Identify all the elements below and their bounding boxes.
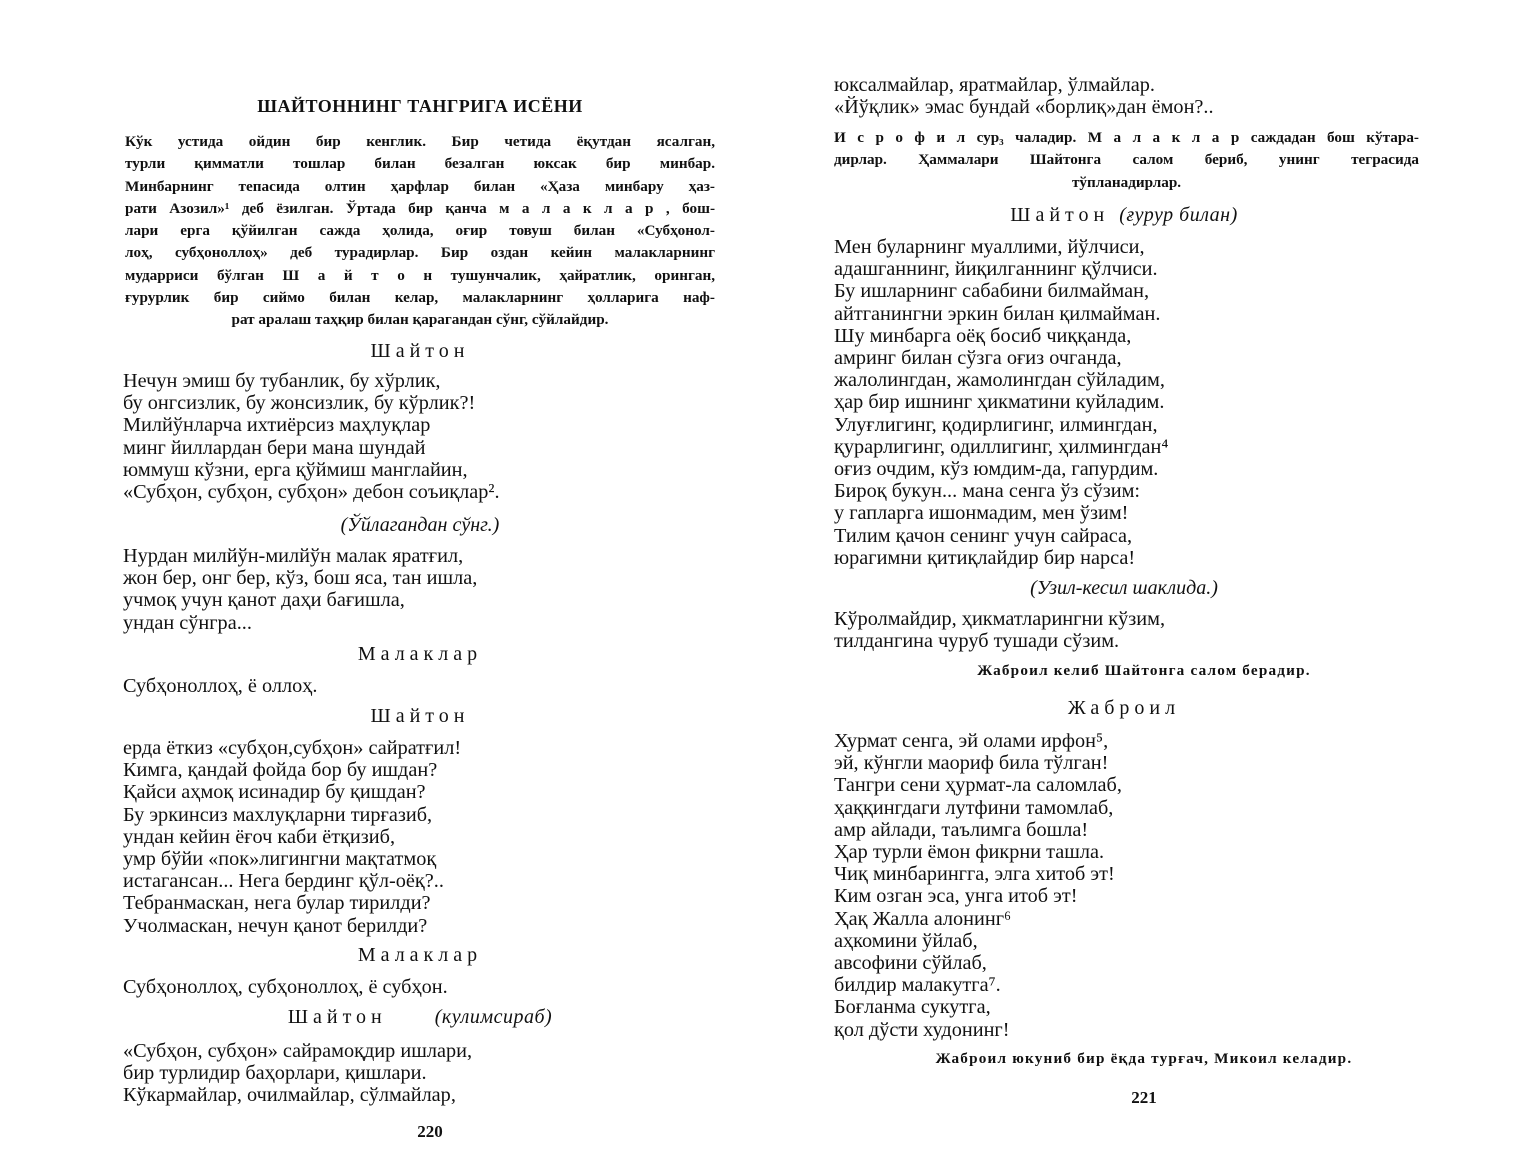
- verse-block: [834, 730, 1122, 1041]
- speaker-jabroil: Жаброил: [1067, 697, 1181, 719]
- stage-direction-line: лоҳ, субҳоноллоҳ» деб турадирлар. Бир оздан кейин малакларнинг: [125, 244, 715, 262]
- verse-line: Учолмаскан, нечун қанот берилди?: [123, 914, 428, 937]
- verse-line: ундан кейин ёғоч каби ётқизиб,: [123, 825, 396, 848]
- verse-line: оғиз очдим, кўз юмдим-да, гапурдим.: [834, 458, 1159, 481]
- speaker-name: Шайтон: [1010, 204, 1110, 226]
- verse-block: [834, 74, 1214, 118]
- verse-line: юксалмайлар, яратмайлар, ўлмайлар.: [834, 74, 1155, 96]
- stage-direction: Жаброил юкуниб бир ёқда турғач, Микоил келадир.: [935, 1050, 1353, 1067]
- stage-direction-line: мударриси бўлган Ш а й т о н тушунчалик, ҳайратлик, оринган,: [125, 266, 715, 284]
- verse-line: жон бер, онг бер, кўз, бош яса, тан ишла,: [123, 567, 478, 590]
- page-number: 220: [417, 1122, 443, 1141]
- stage-direction: [834, 127, 1419, 194]
- verse-line: Субҳоноллоҳ, субҳоноллоҳ, ё субҳон.: [123, 976, 448, 998]
- verse-line: Кимга, қандай фойда бор бу ишдан?: [123, 759, 438, 782]
- verse-block: [123, 976, 448, 998]
- speaker-malaklar: Малаклар: [357, 643, 483, 665]
- verse-line: Нечун эмиш бу тубанлик, бу хўрлик,: [123, 370, 441, 392]
- verse-line: бу онгсизлик, бу жонсизлик, бу кўрлик?!: [123, 392, 476, 415]
- verse-line: «Йўқлик» эмас бундай «борлиқ»дан ёмон?..: [834, 96, 1214, 119]
- verse-line: учмоқ учун қанот даҳи бағишла,: [123, 589, 405, 612]
- right-page: [764, 0, 1529, 1154]
- left-page: [0, 0, 764, 1154]
- verse-block: [123, 675, 317, 697]
- verse-line: ундан сўнгра...: [123, 611, 252, 634]
- verse-line: «Субҳон, субҳон, субҳон» дебон соъиқлар².: [123, 481, 500, 504]
- verse-line: юммуш кўзни, ерга қўймиш манглайин,: [123, 458, 468, 481]
- verse-block: [123, 1040, 472, 1107]
- verse-line: Чиқ минбарингга, элга хитоб эт!: [834, 863, 1115, 886]
- verse-line: у гапларга ишонмадим, мен ўзим!: [834, 502, 1129, 525]
- verse-line: Улуғлигинг, қодирлигинг, илмингдан,: [834, 413, 1158, 436]
- verse-line: Шу минбарга оёқ босиб чиққанда,: [834, 324, 1132, 347]
- stage-direction-line: турли қимматли тошлар билан безалган юксак бир минбар.: [125, 155, 715, 173]
- verse-line: Бу ишларнинг сабабини билмайман,: [834, 280, 1150, 303]
- speaker-note: (кулимсираб): [434, 1006, 553, 1028]
- speaker-shaiton: Шайтон: [370, 340, 470, 362]
- speaker-shaiton-with-note: [894, 204, 1354, 227]
- verse-line: Қайси аҳмоқ исинадир бу қишдан?: [123, 781, 426, 804]
- stage-direction: Жаброил келиб Шайтонга салом берадир.: [977, 662, 1311, 679]
- opening-stage-direction: [125, 131, 715, 332]
- verse-line: Тангри сени ҳурмат-ла саломлаб,: [834, 774, 1122, 797]
- verse-block: [834, 236, 1168, 569]
- chapter-title: ШАЙТОННИНГ ТАНГРИГА ИСЁНИ: [257, 96, 583, 116]
- verse-line: минг йиллардан бери мана шундай: [123, 436, 426, 459]
- verse-line: эй, кўнгли маориф била тўлган!: [834, 752, 1109, 775]
- verse-line: ҳаққингдаги лутфини тамомлаб,: [834, 796, 1114, 819]
- verse-block: [123, 545, 477, 634]
- verse-line: Нурдан милйўн-милйўн малак яратғил,: [123, 545, 464, 567]
- verse-line: умр бўйи «пок»лигингни мақтатмоқ: [123, 848, 437, 871]
- verse-line: жалолингдан, жамолингдан сўйладим,: [834, 369, 1165, 392]
- stage-direction-line: рати Азозил»¹ деб ёзилган. Ўртада бир қанча м а л а к л а р , бош-: [125, 199, 715, 217]
- stage-direction-line: дирлар. Ҳаммалари Шайтонга салом бериб, унинг теграсида: [834, 151, 1419, 169]
- verse-line: аҳкомини ўйлаб,: [834, 929, 978, 952]
- verse-block: [123, 737, 461, 937]
- verse-line: қурарлигинг, одиллигинг, ҳилмингдан⁴: [834, 435, 1169, 458]
- verse-line: амринг билан сўзга оғиз очганда,: [834, 347, 1122, 370]
- verse-line: айтганингни эркин билан қилмайман.: [834, 302, 1161, 325]
- verse-line: авсофини сўйлаб,: [834, 952, 987, 975]
- verse-line: Кўролмайдир, ҳикматларингни кўзим,: [834, 608, 1166, 630]
- verse-line: ерда ёткиз «субҳон,субҳон» сайратғил!: [123, 737, 462, 759]
- speaker-shaiton-with-note: [190, 1006, 650, 1029]
- stage-direction-line: Минбарнинг тепасида олтин ҳарфлар билан «Ҳаза минбару ҳаз-: [125, 177, 715, 195]
- stage-direction-line: тўпланадирлар.: [1071, 173, 1182, 191]
- stage-direction-line: рат аралаш таҳқир билан қарагандан сўнг, сўйлайдир.: [231, 311, 609, 329]
- verse-line: Ким озган эса, унга итоб эт!: [834, 885, 1078, 908]
- verse-line: «Субҳон, субҳон» сайрамоқдир ишлари,: [123, 1040, 473, 1062]
- verse-block: [123, 370, 500, 503]
- verse-line: адашганнинг, йиқилганнинг қўлчиси.: [834, 258, 1158, 281]
- verse-line: билдир малакутга⁷.: [834, 974, 1001, 997]
- direction-note: (Ўйлагандан сўнг.): [340, 514, 500, 536]
- verse-line: Тебранмаскан, нега булар тирилди?: [123, 892, 431, 915]
- verse-line: Бироқ букун... мана сенга ўз сўзим:: [834, 480, 1141, 503]
- verse-line: истагансан... Нега бердинг қўл-оёқ?..: [123, 870, 444, 893]
- verse-line: Кўкармайлар, очилмайлар, сўлмайлар,: [123, 1084, 456, 1107]
- verse-line: Мен буларнинг муаллими, йўлчиси,: [834, 236, 1145, 258]
- verse-line: Ҳақ Жалла алонинг⁶: [834, 907, 1012, 930]
- verse-line: амр айлади, таълимга бошла!: [834, 818, 1089, 841]
- verse-line: Бу эркинсиз махлуқларни тирғазиб,: [123, 803, 433, 826]
- speaker-malaklar: Малаклар: [357, 944, 483, 966]
- speaker-name: Шайтон: [287, 1006, 387, 1028]
- stage-direction-line: ғурурлик бир сиймо билан келар, малакларнинг ҳолларига наф-: [125, 289, 715, 307]
- direction-note: (Узил-кесил шаклида.): [1030, 577, 1218, 599]
- stage-direction-line: Кўк устида ойдин бир кенглик. Бир четида ёқутдан ясалган,: [125, 133, 715, 150]
- speaker-note: (ғурур билан): [1119, 204, 1238, 226]
- stage-direction-line: лари ерга қўйилган сажда ҳолида, оғир товуш билан «Субҳонол-: [125, 222, 715, 240]
- verse-line: ҳар бир ишнинг ҳикматини куйладим.: [834, 391, 1165, 414]
- verse-line: Милйўнларча ихтиёрсиз маҳлуқлар: [123, 414, 431, 437]
- verse-line: Боғланма сукутга,: [834, 996, 991, 1019]
- page-number: 221: [1131, 1088, 1157, 1107]
- verse-line: Хурмат сенга, эй олами ирфон⁵,: [834, 730, 1109, 752]
- verse-line: Субҳоноллоҳ, ё оллоҳ.: [123, 675, 318, 697]
- stage-direction-line: И с р о ф и л сур₃ чаладир. М а л а к л а р саждадан бош кўтара-: [834, 129, 1419, 146]
- verse-line: Тилим қачон сенинг учун сайраса,: [834, 524, 1133, 547]
- verse-line: бир турлидир баҳорлари, қишлари.: [123, 1062, 427, 1085]
- verse-block: [834, 608, 1165, 652]
- speaker-shaiton: Шайтон: [370, 705, 470, 727]
- verse-line: Ҳар турли ёмон фикрни ташла.: [834, 841, 1105, 864]
- verse-line: юрагимни қитиқлайдир бир нарса!: [834, 546, 1136, 569]
- verse-line: тилдангина чуруб тушади сўзим.: [834, 630, 1120, 653]
- verse-line: қол дўсти худонинг!: [834, 1018, 1010, 1041]
